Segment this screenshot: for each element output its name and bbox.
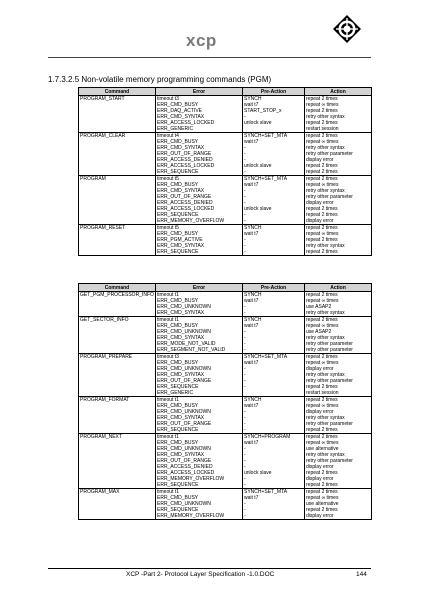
pre-action-line: - — [244, 446, 246, 452]
error-line: ERR_CMD_BUSY — [157, 323, 199, 329]
error-line: ERR_CMD_BUSY — [157, 360, 199, 366]
error-line: ERR_CMD_SYNTAX — [157, 310, 205, 316]
pre-action-line: - — [244, 310, 246, 316]
pre-action-cell — [243, 489, 305, 520]
pre-action-line: wait t7 — [244, 231, 259, 237]
error-line: ERR_CMD_BUSY — [157, 102, 199, 108]
error-line: ERR_SEQUENCE — [157, 212, 199, 218]
action-cell — [305, 354, 372, 397]
action-line: repeat 2 times — [306, 434, 338, 440]
action-line: retry other syntax — [306, 188, 345, 194]
action-line: repeat 2 times — [306, 489, 338, 495]
pre-action-line: - — [244, 169, 246, 175]
pre-action-line: - — [244, 384, 246, 390]
pre-action-line: wait t7 — [244, 360, 259, 366]
command-name: PROGRAM_PREPARE — [80, 354, 133, 360]
pre-action-line: SYNCH — [244, 225, 262, 231]
error-line: ERR_MEMORY_OVERFLOW — [157, 218, 225, 224]
error-cell — [156, 292, 243, 317]
crosshair-logo-icon — [332, 14, 362, 44]
command-name: PROGRAM_RESET — [80, 225, 126, 231]
pre-action-line: - — [244, 145, 246, 151]
pre-action-line: SYNCH — [244, 96, 262, 102]
pre-action-line: - — [244, 507, 246, 513]
error-line: ERR_SEQUENCE — [157, 482, 199, 488]
action-line: retry other syntax — [306, 415, 345, 421]
error-line: ERR_SEQUENCE — [157, 169, 199, 175]
pre-action-line: - — [244, 151, 246, 157]
action-line: repeat 2 times — [306, 317, 338, 323]
header-divider — [48, 57, 371, 58]
error-line: ERR_CMD_UNKNOWN — [157, 366, 211, 372]
error-line: ERR_ACCESS_DENIED — [157, 157, 213, 163]
xcp-logo: xcp — [186, 31, 217, 50]
table-body — [79, 96, 372, 256]
error-line: ERR_ACCESS_LOCKED — [157, 163, 215, 169]
header-action: Action — [305, 284, 372, 292]
pre-action-line: - — [244, 421, 246, 427]
table-row — [79, 489, 372, 520]
error-line: ERR_ACCESS_DENIED — [157, 200, 213, 206]
action-line: retry other syntax — [306, 310, 345, 316]
pre-action-line: unlock slave — [244, 206, 272, 212]
error-line: ERR_SEQUENCE — [157, 384, 199, 390]
action-line: repeat ∞ times — [306, 440, 339, 446]
pre-action-line: unlock slave — [244, 163, 272, 169]
action-line: retry other syntax — [306, 335, 345, 341]
action-line: restart session — [306, 390, 339, 396]
error-line: ERR_OUT_OF_RANGE — [157, 194, 212, 200]
error-cell — [156, 489, 243, 520]
pre-action-line: - — [244, 304, 246, 310]
error-line: ERR_CMD_BUSY — [157, 182, 199, 188]
action-line: repeat 2 times — [306, 108, 338, 114]
pre-action-line: - — [244, 464, 246, 470]
pre-action-line: wait t7 — [244, 102, 259, 108]
error-line: ERR_SEGMENT_NOT_VALID — [157, 347, 226, 353]
table-row — [79, 176, 372, 225]
action-line: repeat 2 times — [306, 133, 338, 139]
action-cell — [305, 397, 372, 434]
error-line: ERR_OUT_OF_RANGE — [157, 151, 212, 157]
command-name: PROGRAM_FORMAT — [80, 397, 130, 403]
error-line: ERR_CMD_BUSY — [157, 440, 199, 446]
error-line: ERR_OUT_OF_RANGE — [157, 458, 212, 464]
pre-action-line: unlock slave — [244, 120, 272, 126]
pre-action-line: SYNCH+SET_MTA — [244, 354, 288, 360]
pre-action-line: - — [244, 218, 246, 224]
error-cell — [156, 397, 243, 434]
action-line: repeat 2 times — [306, 237, 338, 243]
action-line: display error — [306, 409, 334, 415]
table-row — [79, 317, 372, 354]
action-line: repeat 2 times — [306, 470, 338, 476]
pre-action-line: - — [244, 372, 246, 378]
error-line: ERR_MEMORY_OVERFLOW — [157, 513, 225, 519]
action-line: repeat 2 times — [306, 507, 338, 513]
action-cell — [305, 133, 372, 176]
pre-action-line: - — [244, 188, 246, 194]
table-row — [79, 225, 372, 256]
table-row — [79, 354, 372, 397]
error-line: ERR_CMD_UNKNOWN — [157, 304, 211, 310]
error-line: ERR_SEQUENCE — [157, 249, 199, 255]
action-line: restart session — [306, 126, 339, 132]
pre-action-line: - — [244, 335, 246, 341]
pre-action-line: - — [244, 212, 246, 218]
action-line: repeat ∞ times — [306, 298, 339, 304]
pre-action-line — [244, 126, 303, 132]
error-line: ERR_CMD_SYNTAX — [157, 372, 205, 378]
table-row — [79, 434, 372, 489]
pre-action-line: - — [244, 194, 246, 200]
pre-action-line — [244, 390, 303, 396]
section-title: 1.7.3.2.5 Non-volatile memory programming commands (PGM) — [48, 75, 272, 84]
action-line: repeat ∞ times — [306, 323, 339, 329]
action-line: repeat 2 times — [306, 169, 338, 175]
error-line: ERR_GENERIC — [157, 390, 194, 396]
action-line: repeat 2 times — [306, 176, 338, 182]
action-cell — [305, 176, 372, 225]
error-line: ERR_CMD_SYNTAX — [157, 415, 205, 421]
error-line: ERR_CMD_BUSY — [157, 231, 199, 237]
header-error: Error — [156, 88, 243, 96]
error-line: ERR_CMD_BUSY — [157, 139, 199, 145]
error-cell — [156, 96, 243, 133]
header-error: Error — [156, 284, 243, 292]
pre-action-line: SYNCH+SET_MTA — [244, 489, 288, 495]
pre-action-line: - — [244, 501, 246, 507]
error-line: ERR_ACCESS_LOCKED — [157, 206, 215, 212]
error-cell — [156, 225, 243, 256]
error-line: timeout t1 — [157, 292, 179, 298]
action-line: retry other syntax — [306, 372, 345, 378]
action-line: retry other parameter — [306, 421, 353, 427]
pre-action-line: wait t7 — [244, 495, 259, 501]
action-line: retry other syntax — [306, 114, 345, 120]
pre-action-line: unlock slave — [244, 470, 272, 476]
pre-action-line: - — [244, 427, 246, 433]
action-line: use ASAP2 — [306, 304, 332, 310]
pre-action-line: SYNCH+SET_MTA — [244, 133, 288, 139]
pre-action-line: - — [244, 452, 246, 458]
action-line: display error — [306, 464, 334, 470]
error-line: timeout t5 — [157, 225, 179, 231]
header-command: Command — [79, 88, 156, 96]
action-line: repeat ∞ times — [306, 231, 339, 237]
error-line: ERR_CMD_BUSY — [157, 298, 199, 304]
page-number: 144 — [356, 571, 367, 578]
action-line: repeat 2 times — [306, 427, 338, 433]
action-line: repeat 2 times — [306, 212, 338, 218]
pre-action-line: SYNCH — [244, 317, 262, 323]
error-line: ERR_CMD_SYNTAX — [157, 145, 205, 151]
pre-action-line: - — [244, 409, 246, 415]
error-line: timeout t5 — [157, 176, 179, 182]
error-line: ERR_CMD_UNKNOWN — [157, 501, 211, 507]
command-cell — [79, 489, 156, 520]
pre-action-line: SYNCH+SET_MTA — [244, 176, 288, 182]
error-line: ERR_CMD_SYNTAX — [157, 188, 205, 194]
action-line: repeat 2 times — [306, 482, 338, 488]
error-line: timeout t1 — [157, 397, 179, 403]
action-line: retry other parameter — [306, 151, 353, 157]
pre-action-cell — [243, 434, 305, 489]
pre-action-line: - — [244, 513, 246, 519]
action-line: display error — [306, 157, 334, 163]
error-line: ERR_MODE_NOT_VALID — [157, 341, 216, 347]
page-header — [0, 0, 423, 60]
command-name: GET_SECTOR_INFO — [80, 317, 129, 323]
pre-action-line: - — [244, 237, 246, 243]
action-cell — [305, 225, 372, 256]
error-line: ERR_OUT_OF_RANGE — [157, 378, 212, 384]
pgm-command-table-2 — [78, 283, 372, 520]
action-line: repeat ∞ times — [306, 139, 339, 145]
pre-action-line: START_STOP_x — [244, 108, 282, 114]
action-line: repeat 2 times — [306, 163, 338, 169]
pre-action-line: - — [244, 347, 246, 353]
pre-action-cell — [243, 397, 305, 434]
pre-action-line: - — [244, 415, 246, 421]
pre-action-line: - — [244, 476, 246, 482]
action-line: display error — [306, 218, 334, 224]
action-line: repeat ∞ times — [306, 102, 339, 108]
command-cell — [79, 434, 156, 489]
pre-action-line: wait t7 — [244, 440, 259, 446]
footer-divider — [48, 568, 371, 569]
command-cell — [79, 133, 156, 176]
header-action: Action — [305, 88, 372, 96]
command-name: PROGRAM_NEXT — [80, 434, 122, 440]
action-line: repeat ∞ times — [306, 495, 339, 501]
pre-action-line: SYNCH — [244, 397, 262, 403]
error-line: ERR_CMD_BUSY — [157, 403, 199, 409]
action-line: retry other parameter — [306, 378, 353, 384]
command-name: PROGRAM_MAX — [80, 489, 120, 495]
action-line: use alternative — [306, 446, 339, 452]
action-line: repeat ∞ times — [306, 182, 339, 188]
action-cell — [305, 96, 372, 133]
error-cell — [156, 317, 243, 354]
command-cell — [79, 225, 156, 256]
action-line: retry other syntax — [306, 145, 345, 151]
command-name: PROGRAM_START — [80, 96, 125, 102]
error-line: timeout t1 — [157, 317, 179, 323]
pgm-command-table-1 — [78, 87, 372, 256]
error-cell — [156, 434, 243, 489]
action-line: retry other parameter — [306, 458, 353, 464]
command-cell — [79, 176, 156, 225]
action-line: display error — [306, 200, 334, 206]
error-line: timeout t3 — [157, 354, 179, 360]
pre-action-line: - — [244, 200, 246, 206]
pre-action-line: - — [244, 458, 246, 464]
error-line: ERR_OUT_OF_RANGE — [157, 421, 212, 427]
command-cell — [79, 292, 156, 317]
pre-action-line: wait t7 — [244, 182, 259, 188]
action-line: display error — [306, 513, 334, 519]
action-line: use alternative — [306, 501, 339, 507]
pre-action-line: - — [244, 329, 246, 335]
action-line: repeat 2 times — [306, 120, 338, 126]
table-row — [79, 96, 372, 133]
action-line: retry other syntax — [306, 243, 345, 249]
action-line: retry other parameter — [306, 194, 353, 200]
error-line: ERR_ACCESS_DENIED — [157, 464, 213, 470]
error-line: ERR_SEQUENCE — [157, 427, 199, 433]
pre-action-line: - — [244, 114, 246, 120]
error-cell — [156, 133, 243, 176]
action-line: retry other parameter — [306, 347, 353, 353]
action-cell — [305, 489, 372, 520]
pre-action-line: wait t7 — [244, 403, 259, 409]
table-row — [79, 292, 372, 317]
error-line: ERR_CMD_UNKNOWN — [157, 446, 211, 452]
table-header-row — [79, 88, 372, 96]
table-body — [79, 292, 372, 520]
error-line: ERR_ACCESS_LOCKED — [157, 470, 215, 476]
pre-action-cell — [243, 96, 305, 133]
action-line: display error — [306, 476, 334, 482]
command-name: GET_PGM_PROCESSOR_INFO — [80, 292, 154, 298]
error-line: timeout t1 — [157, 434, 179, 440]
error-line: ERR_SEQUENCE — [157, 507, 199, 513]
error-line: ERR_DAQ_ACTIVE — [157, 108, 203, 114]
pre-action-cell — [243, 317, 305, 354]
action-line: display error — [306, 366, 334, 372]
footer-text: XCP -Part 2- Protocol Layer Specification -1.0.DOC — [126, 571, 275, 578]
pre-action-cell — [243, 354, 305, 397]
pre-action-cell — [243, 292, 305, 317]
pre-action-line: - — [244, 243, 246, 249]
header-pre-action: Pre-Action — [243, 88, 305, 96]
pre-action-cell — [243, 133, 305, 176]
action-cell — [305, 317, 372, 354]
error-line: ERR_CMD_SYNTAX — [157, 335, 205, 341]
pre-action-line: - — [244, 157, 246, 163]
pre-action-line: SYNCH — [244, 292, 262, 298]
error-line: ERR_CMD_SYNTAX — [157, 114, 205, 120]
command-cell — [79, 96, 156, 133]
pre-action-line: - — [244, 482, 246, 488]
action-line: retry other parameter — [306, 341, 353, 347]
action-line: repeat 2 times — [306, 292, 338, 298]
pre-action-line: - — [244, 341, 246, 347]
action-line: repeat 2 times — [306, 96, 338, 102]
pre-action-line: SYNCH+PROGRAM — [244, 434, 291, 440]
pre-action-line: - — [244, 366, 246, 372]
error-line: timeout t1 — [157, 489, 179, 495]
error-line: ERR_PGM_ACTIVE — [157, 237, 203, 243]
action-line: repeat 2 times — [306, 206, 338, 212]
error-line: ERR_CMD_BUSY — [157, 495, 199, 501]
command-name: PROGRAM — [80, 176, 106, 182]
action-cell — [305, 434, 372, 489]
action-line: repeat 2 times — [306, 249, 338, 255]
error-line: ERR_CMD_UNKNOWN — [157, 409, 211, 415]
error-line: ERR_ACCESS_LOCKED — [157, 120, 215, 126]
action-line: repeat 2 times — [306, 384, 338, 390]
command-name: PROGRAM_CLEAR — [80, 133, 126, 139]
header-pre-action: Pre-Action — [243, 284, 305, 292]
error-cell — [156, 176, 243, 225]
error-line: ERR_CMD_UNKNOWN — [157, 329, 211, 335]
pre-action-line: - — [244, 249, 246, 255]
action-line: use ASAP2 — [306, 329, 332, 335]
command-cell — [79, 397, 156, 434]
pre-action-line: wait t7 — [244, 323, 259, 329]
table-row — [79, 133, 372, 176]
pre-action-line: wait t7 — [244, 298, 259, 304]
table-row — [79, 397, 372, 434]
pre-action-cell — [243, 225, 305, 256]
table-header-row — [79, 284, 372, 292]
action-line: repeat 2 times — [306, 397, 338, 403]
error-line: ERR_GENERIC — [157, 126, 194, 132]
pre-action-line: wait t7 — [244, 139, 259, 145]
error-cell — [156, 354, 243, 397]
error-line: timeout t4 — [157, 133, 179, 139]
command-cell — [79, 354, 156, 397]
error-line: ERR_MEMORY_OVERFLOW — [157, 476, 225, 482]
pre-action-cell — [243, 176, 305, 225]
action-line: repeat ∞ times — [306, 360, 339, 366]
pre-action-line: - — [244, 378, 246, 384]
header-command: Command — [79, 284, 156, 292]
action-line: repeat 2 times — [306, 354, 338, 360]
command-cell — [79, 317, 156, 354]
error-line: timeout t3 — [157, 96, 179, 102]
action-line: repeat 2 times — [306, 225, 338, 231]
action-line: retry other syntax — [306, 452, 345, 458]
action-line: repeat ∞ times — [306, 403, 339, 409]
error-line: ERR_CMD_SYNTAX — [157, 243, 205, 249]
action-cell — [305, 292, 372, 317]
error-line: ERR_CMD_SYNTAX — [157, 452, 205, 458]
